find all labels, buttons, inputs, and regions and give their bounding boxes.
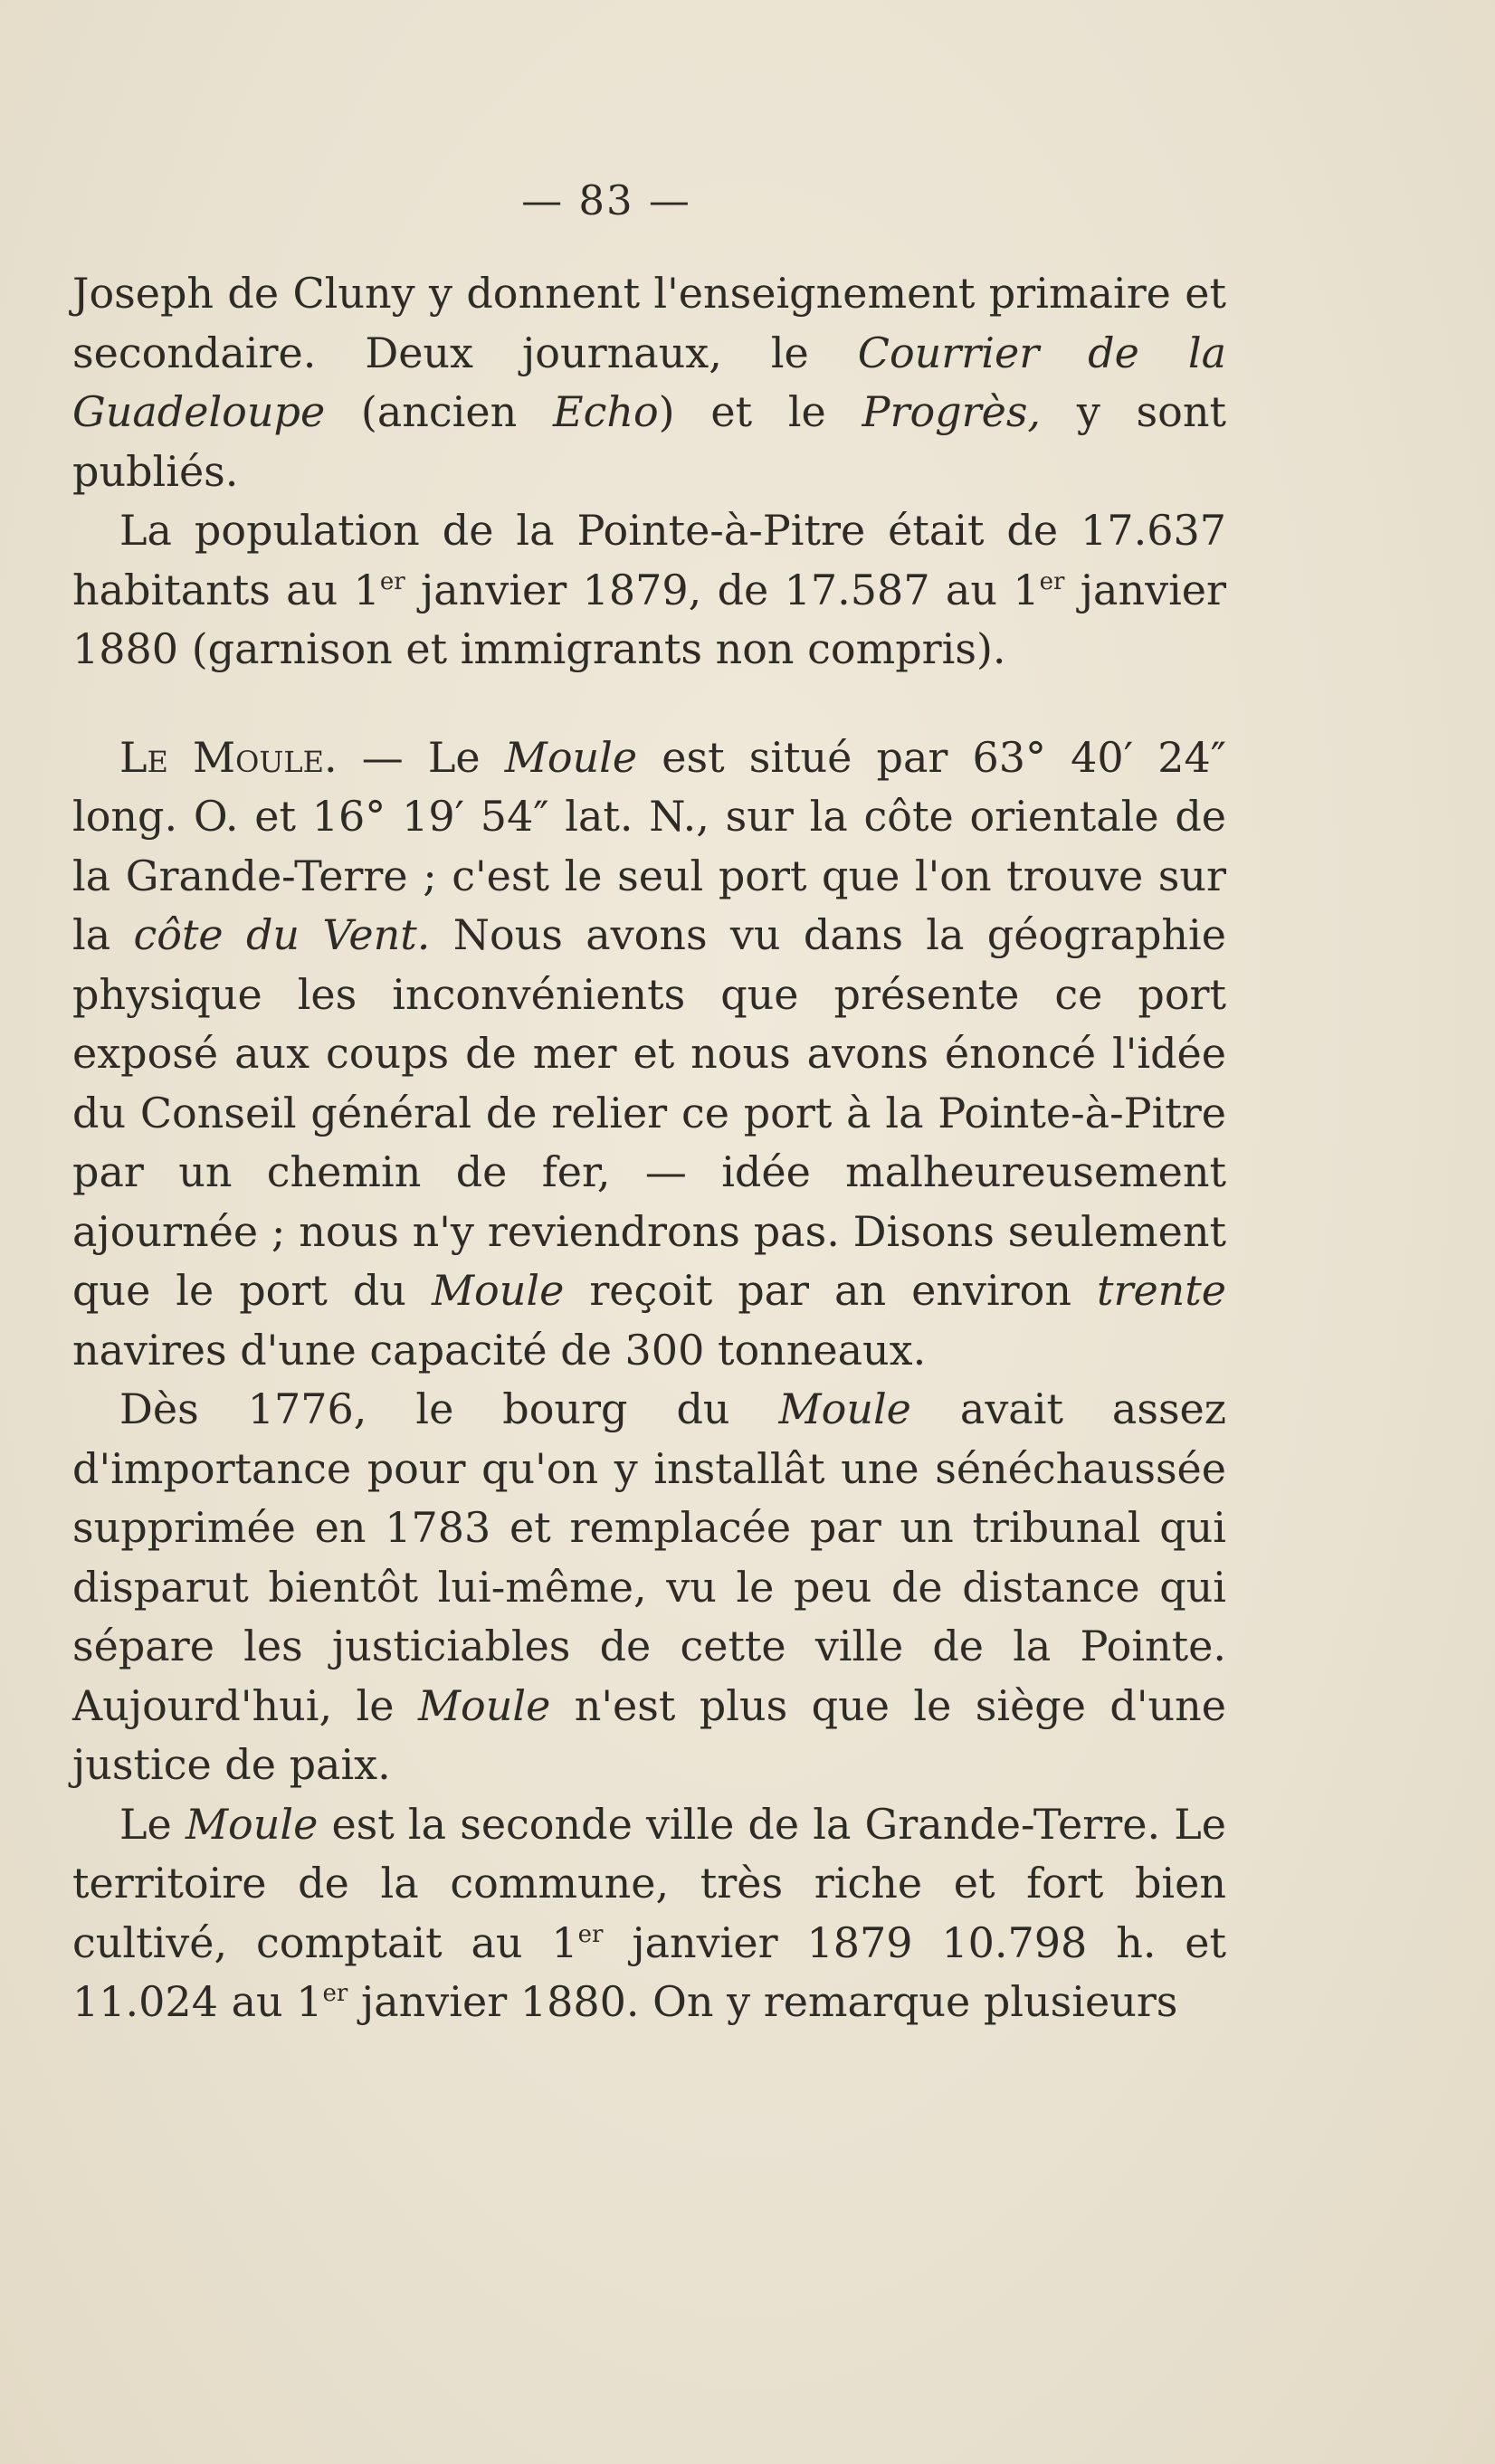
paragraph-commune: Le Moule est la seconde ville de la Grande-Terre. Le territoire de la commune, très riche et fort bien cultivé, comptait au 1er janvier 1879 10.798 h. et 11.024 au 1er janvier 1880. On y remarque plusieurs <box>72 1799 1227 2026</box>
newspaper-title-courrier: Courrier de la Guadeloupe <box>72 328 1226 436</box>
newspaper-title-echo: Echo <box>553 387 659 436</box>
section-heading-le-moule: Le Moule. <box>119 732 338 782</box>
paragraph-le-moule: Le Moule. — Le Moule est situé par 63° 40′ 24″ long. O. et 16° 19′ 54″ lat. N., sur la côte orientale de la Grande-Terre ; c'est le seul port que l'on trouve sur la côte du Vent. Nous avons vu dans la géographie physique les inconvénients que présente ce port exposé aux coups de mer et nous avons énoncé l'idée du Conseil général de relier ce port à la Pointe-à-Pitre par un chemin de fer, — idée malheureusement ajournée ; nous n'y reviendrons pas. Disons seulement que le port du Moule reçoit par an environ trente navires d'une capacité de 300 tonneaux. <box>72 732 1227 1375</box>
paragraph-population: La population de la Pointe-à-Pitre était de 17.637 habitants au 1er janvier 1879, de 17.587 au 1er janvier 1880 (garnison et immigrants non compris). <box>72 506 1226 673</box>
paragraph-history-1776: Dès 1776, le bourg du Moule avait assez d'importance pour qu'on y installât une sénéchaussée supprimée en 1783 et remplacée par un tribunal qui disparut bientôt lui-même, vu le peu de distance qui sépare les justiciables de cette ville de la Pointe. Aujourd'hui, le Moule n'est plus que le siège d'une justice de paix. <box>72 1384 1227 1789</box>
newspaper-title-progres: Progrès, <box>862 387 1042 436</box>
paragraph-schools-newspapers: Joseph de Cluny y donnent l'enseignement primaire et secondaire. Deux journaux, le Courrier de la Guadeloupe (ancien Echo) et le Progrès, y sont publiés. <box>72 269 1226 496</box>
page-number: — 83 — <box>521 176 691 224</box>
body-text <box>72 264 1226 2032</box>
